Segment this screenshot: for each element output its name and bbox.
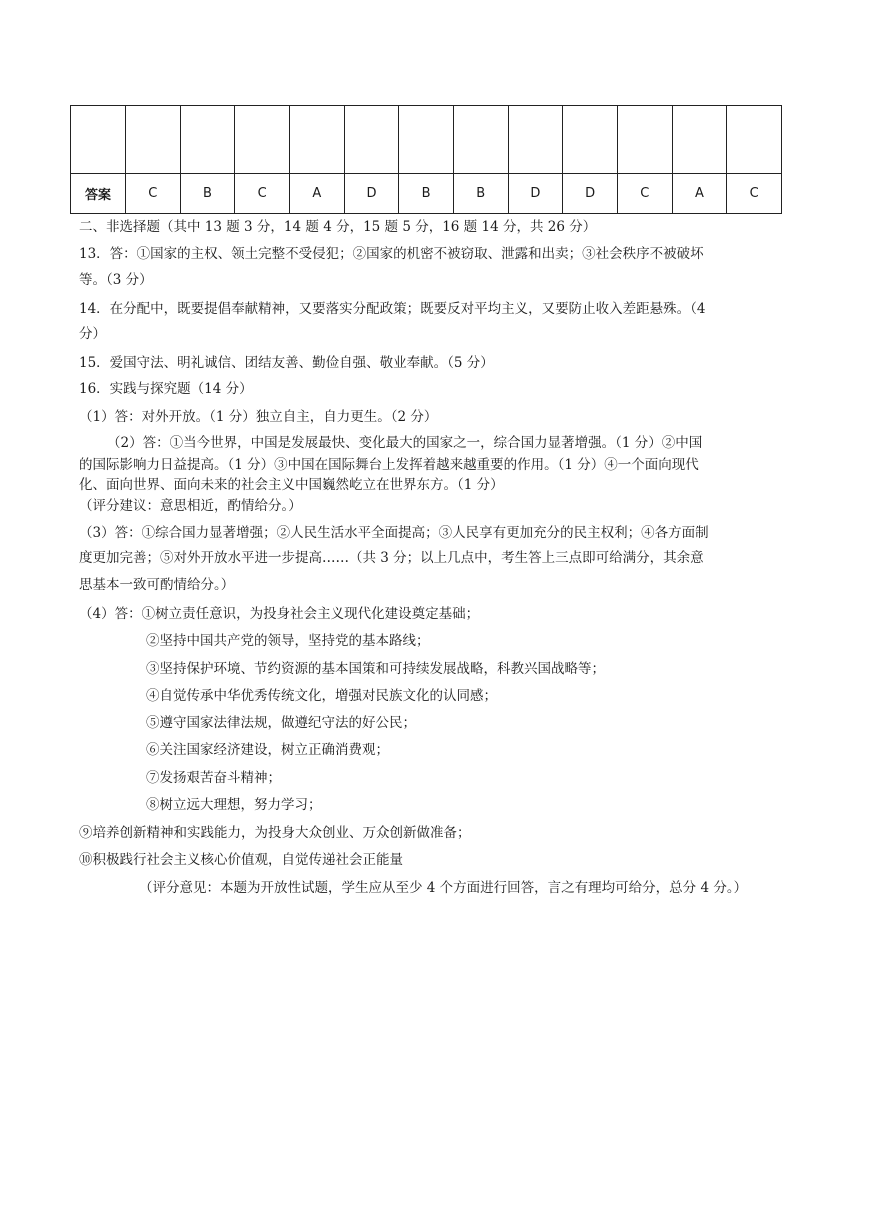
table-cell (563, 106, 618, 174)
table-cell (344, 106, 399, 174)
table-cell (399, 106, 454, 174)
answer-cell: C (727, 174, 782, 214)
table-cell (453, 106, 508, 174)
list-item: ③坚持保护环境、节约资源的基本国策和可持续发展战略，科教兴国战略等； (146, 661, 605, 677)
table-cell (672, 106, 727, 174)
q16-part2-note: （评分建议：意思相近，酌情给分。） (79, 498, 302, 514)
list-item: ②坚持中国共产党的领导，坚持党的基本路线； (146, 633, 430, 649)
q16-part3-line3: 思基本一致可酌情给分。） (79, 577, 235, 593)
list-item: ⑤遵守国家法律法规，做遵纪守法的好公民； (146, 715, 416, 731)
table-cell (235, 106, 290, 174)
table-cell (126, 106, 181, 174)
q16-part3-line2: 度更加完善；⑤对外开放水平进一步提高……（共 3 分；以上几点中，考生答上三点即可给满分，其余意 (79, 550, 704, 566)
q16-part2-line3: 化、面向世界、面向未来的社会主义中国巍然屹立在世界东方。（1 分） (79, 477, 504, 493)
table-cell (727, 106, 782, 174)
list-item: ⑥关注国家经济建设，树立正确消费观； (146, 742, 389, 758)
q14-line1: 14．在分配中，既要提倡奉献精神，又要落实分配政策；既要反对平均主义，又要防止收入差距悬殊。（4 (79, 301, 706, 317)
answer-cell: C (617, 174, 672, 214)
q16-part2-line2: 的国际影响力日益提高。（1 分）③中国在国际舞台上发挥着越来越重要的作用。（1 分）④一个面向现代 (79, 457, 699, 473)
q16-part4-note: （评分意见：本题为开放性试题，学生应从至少 4 个方面进行回答，言之有理均可给分，总分 4 分。） (139, 880, 748, 896)
q14-line2: 分） (79, 326, 106, 342)
answer-cell: A (672, 174, 727, 214)
answer-cell: C (235, 174, 290, 214)
q16-title: 16．实践与探究题（14 分） (79, 381, 253, 397)
table-cell (617, 106, 672, 174)
q16-part2-line1: （2）答：①当今世界，中国是发展最快、变化最大的国家之一，综合国力显著增强。（1 分）②中国 (107, 435, 703, 451)
answer-table (70, 105, 782, 214)
q16-part3-line1: （3）答：①综合国力显著增强；②人民生活水平全面提高；③人民享有更加充分的民主权利；④各方面制 (79, 525, 709, 541)
list-item: ⑨培养创新精神和实践能力，为投身大众创业、万众创新做准备； (79, 825, 471, 841)
list-item: ⑩积极践行社会主义核心价值观，自觉传递社会正能量 (79, 852, 403, 868)
answer-cell: D (508, 174, 563, 214)
q15-answer: 15．爱国守法、明礼诚信、团结友善、勤俭自强、敬业奉献。（5 分） (79, 355, 494, 371)
list-item: ⑦发扬艰苦奋斗精神； (146, 770, 281, 786)
table-cell (180, 106, 235, 174)
q16-part4-head: （4）答：①树立责任意识，为投身社会主义现代化建设奠定基础； (79, 606, 480, 622)
table-cell (71, 106, 126, 174)
table-cell (289, 106, 344, 174)
q13-line1: 13．答：①国家的主权、领土完整不受侵犯；②国家的机密不被窃取、泄露和出卖；③社会秩序不被破坏 (79, 246, 704, 262)
answer-cell: D (563, 174, 618, 214)
q16-part1: （1）答：对外开放。（1 分）独立自主，自力更生。（2 分） (79, 409, 438, 425)
answer-cell: B (453, 174, 508, 214)
section-title: 二、非选择题（其中 13 题 3 分，14 题 4 分，15 题 5 分，16 题 14 分，共 26 分） (79, 219, 597, 235)
list-item: ④自觉传承中华优秀传统文化，增强对民族文化的认同感； (146, 688, 497, 704)
answer-table-answer-row (71, 174, 782, 214)
answer-header-cell: 答案 (71, 174, 126, 214)
answer-table-number-row (71, 106, 782, 174)
table-cell (508, 106, 563, 174)
answer-cell: D (344, 174, 399, 214)
q13-line2: 等。（3 分） (79, 272, 153, 288)
list-item: ⑧树立远大理想，努力学习； (146, 797, 322, 813)
answer-cell: B (180, 174, 235, 214)
answer-cell: A (289, 174, 344, 214)
answer-cell: C (126, 174, 181, 214)
answer-cell: B (399, 174, 454, 214)
